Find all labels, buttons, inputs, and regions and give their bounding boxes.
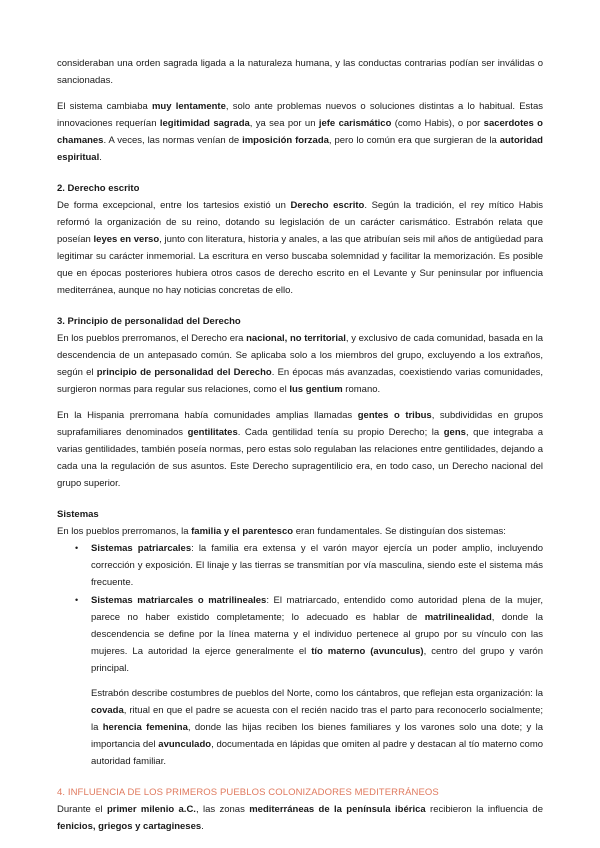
- bold-text: gentes o tribus: [357, 410, 432, 421]
- bold-text: imposición forzada: [242, 135, 329, 146]
- text: , pero lo común era que surgieran de la: [328, 135, 500, 146]
- text: romano.: [342, 384, 381, 395]
- text: consideraban una orden sagrada ligada a la naturaleza humana, y las conductas contrarias podían ser inválidas o sancionadas.: [57, 58, 543, 86]
- text: , donde las hijas reciben los bienes familiares y los varones solo una dote; y la importancia del: [91, 722, 543, 750]
- text: Estrabón describe costumbres de pueblos del Norte, como los cántabros, que reflejan esta organización: la: [91, 688, 543, 699]
- text: , junto con literatura, historia y anales, a las que atribuían seis mil años de antigüedad para legitimar su carácter inmemorial. La escritura en verso buscaba solemnidad y facilitar la memorización. Es posible que en épocas posteriores hubiera otros casos de derecho escrito en el Levante y Sur peninsular por influencia mediterránea, aunque no hay noticias concretas de ello.: [57, 234, 543, 296]
- paragraph-system-change: [57, 98, 543, 166]
- bold-text: nacional, no territorial: [246, 333, 346, 344]
- bold-text: gentilitates: [187, 427, 238, 438]
- text: En los pueblos prerromanos, el Derecho era: [57, 333, 247, 344]
- bold-text: principio de personalidad del Derecho: [96, 367, 272, 378]
- text: , documentada en lápidas que omiten al padre y destacan al tío materno como autoridad familiar.: [91, 739, 544, 767]
- text: En los pueblos prerromanos, la: [57, 526, 192, 537]
- text: : la familia era extensa y el varón mayor ejercía un poder amplio, incluyendo corrección y exposición. El linaje y las tierras se transmitían por vía masculina, siendo este el sistema más frecuente.: [91, 543, 544, 588]
- bold-text: Ius gentium: [289, 384, 343, 395]
- text: , y exclusivo de cada comunidad, basada en la descendencia de un antepasado común. Se aplicaba solo a los miembros del grupo, excluyendo a los extraños, según el: [57, 333, 543, 378]
- text: recibieron la influencia de: [425, 804, 543, 815]
- heading-derecho-escrito: 2. Derecho escrito: [57, 183, 140, 194]
- text: : El matriarcado, entendido como autoridad plena de la mujer, parece no haber existido completamente; lo adecuado es hablar de: [91, 595, 543, 623]
- text: , que integraba a varias gentilidades, también poseía normas, pero estas solo regulaban las relaciones entre gentilidades, dejando a cada una la regulación de sus asuntos. Este Derecho supragentilicio era, en todo caso, un Derecho nacional del grupo superior.: [57, 427, 544, 489]
- text: . A veces, las normas venían de: [103, 135, 243, 146]
- paragraph-intro: [57, 55, 543, 89]
- bold-text: gens: [443, 427, 466, 438]
- bold-text: mediterráneas de la península ibérica: [249, 804, 426, 815]
- list-item-matriarcales: [75, 592, 544, 677]
- bold-text: Sistemas patriarcales: [91, 543, 192, 554]
- paragraph-personalidad-b: [57, 407, 543, 492]
- text: , las zonas: [195, 804, 250, 815]
- bold-text: herencia femenina: [102, 722, 188, 733]
- bold-text: leyes en verso: [93, 234, 160, 245]
- sistemas-list: [57, 540, 543, 677]
- text: De forma excepcional, entre los tartesios existió un: [57, 200, 291, 211]
- bold-text: avunculado: [158, 739, 212, 750]
- text: (como Habis), o por: [391, 118, 484, 129]
- paragraph-estrabon: [91, 685, 543, 770]
- text: . En épocas más avanzadas, coexistiendo varias comunidades, surgieron normas para regular sus relaciones, como el: [57, 367, 543, 395]
- bullet-icon: •: [75, 543, 79, 553]
- bold-text: jefe carismático: [318, 118, 392, 129]
- heading-sistemas: Sistemas: [57, 509, 99, 520]
- heading-section-4: 4. INFLUENCIA DE LOS PRIMEROS PUEBLOS COLONIZADORES MEDITERRÁNEOS: [57, 787, 439, 798]
- bold-text: Sistemas matriarcales o matrilineales: [91, 595, 267, 606]
- bullet-icon: •: [75, 595, 79, 605]
- bold-text: fenicios, griegos y cartagineses: [57, 821, 202, 832]
- paragraph-derecho-escrito: [57, 197, 543, 299]
- text: , ya sea por un: [249, 118, 319, 129]
- text: El sistema cambiaba: [57, 101, 152, 112]
- heading-principio-personalidad: 3. Principio de personalidad del Derecho: [57, 316, 241, 327]
- text: . Según la tradición, el rey mítico Habis reformó la organización de su reino, dotando su legislación de un carácter carismático. Estrabón relata que poseían: [57, 200, 544, 245]
- bold-text: muy lentamente: [151, 101, 226, 112]
- bold-text: familia y el parentesco: [191, 526, 294, 537]
- text: .: [99, 152, 102, 163]
- bold-text: tío materno (avunculus): [311, 646, 424, 657]
- text: , solo ante problemas nuevos o soluciones distintas a lo habitual. Estas innovaciones requerían: [57, 101, 543, 129]
- bold-text: legitimidad sagrada: [159, 118, 250, 129]
- text: . Cada gentilidad tenía su propio Derecho; la: [237, 427, 444, 438]
- bold-text: sacerdotes o chamanes: [57, 118, 543, 146]
- text: En la Hispania prerromana había comunidades amplias llamadas: [57, 410, 358, 421]
- list-item-patriarcales: [75, 540, 544, 591]
- text: , ritual en que el padre se acuesta con el recién nacido tras el parto para reconocerlo socialmente; la: [91, 705, 543, 733]
- text: Durante el: [57, 804, 107, 815]
- text: , subdivididas en grupos suprafamiliares denominados: [57, 410, 543, 438]
- bold-text: matrilinealidad: [424, 612, 492, 623]
- text: , donde la descendencia se define por la línea materna y el individuo pertenece al grupo por su vínculo con las mujeres. La autoridad la ejerce generalmente el: [91, 612, 544, 657]
- text: .: [201, 821, 204, 832]
- bold-text: autoridad espiritual: [57, 135, 543, 163]
- paragraph-sistemas-intro: [57, 523, 543, 540]
- bold-text: primer milenio a.C.: [106, 804, 196, 815]
- text: , centro del grupo y varón principal.: [91, 646, 543, 674]
- paragraph-personalidad-a: [57, 330, 543, 398]
- text: eran fundamentales. Se distinguían dos sistemas:: [293, 526, 506, 537]
- paragraph-section-4: [57, 801, 543, 835]
- bold-text: covada: [91, 705, 124, 716]
- bold-text: Derecho escrito: [290, 200, 365, 211]
